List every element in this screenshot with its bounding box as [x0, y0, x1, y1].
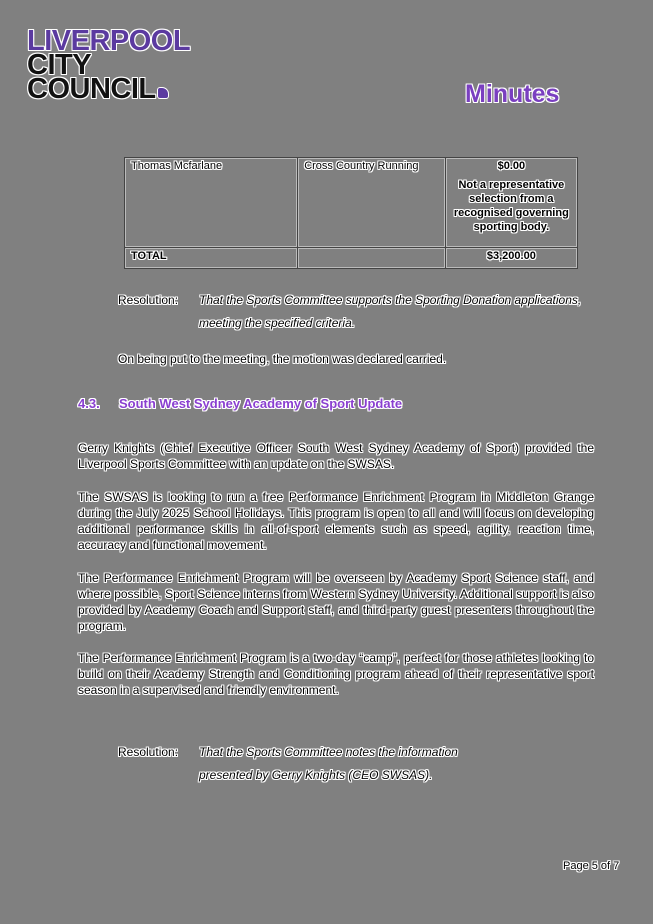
section-heading	[78, 396, 402, 411]
logo-line-council	[27, 73, 190, 105]
total-label-cell: TOTAL	[125, 248, 298, 269]
amount-note: Not a representative selection from a recognised governing sporting body.	[453, 179, 569, 233]
resolution-block-1	[118, 289, 588, 335]
table-total-row	[125, 248, 578, 269]
applicant-name-cell: Thomas Mcfarlane	[125, 158, 298, 248]
total-amount-cell: $3,200.00	[445, 248, 577, 269]
sporting-donation-table	[124, 157, 578, 269]
resolution-label: Resolution:	[118, 293, 179, 307]
section-number: 4.3.	[78, 396, 100, 411]
resolution-label: Resolution:	[118, 745, 179, 759]
amount-value: $0.00	[497, 160, 526, 172]
logo-line-liverpool: LIVERPOOL	[27, 25, 191, 57]
paragraph: The Performance Enrichment Program will be overseen by Academy Sport Science staff, and where possible, Sport Science interns from Western Sydney University. Additional support is also provided by Academy Coach and Support staff, and third-party guest presenters throughout the program.	[78, 571, 594, 633]
paragraph: Gerry Knights (Chief Executive Officer South West Sydney Academy of Sport) provided the Liverpool Sports Committee with an update on the SWSAS.	[78, 441, 594, 471]
table-row	[125, 158, 578, 248]
council-logo	[27, 25, 191, 105]
resolution-text: That the Sports Committee supports the Sporting Donation applications, meeting the specified criteria.	[199, 293, 582, 330]
paragraph: The Performance Enrichment Program is a two-day “camp”, perfect for those athletes looking to build on their Academy Strength and Conditioning program ahead of their representative sport season in a supervised and friendly environment.	[78, 651, 594, 697]
document-type-title: Minutes	[465, 80, 560, 108]
logo-mark-icon	[158, 88, 168, 98]
page-number: Page 5 of 7	[563, 860, 620, 872]
logo-council-text: COUNCIL	[27, 73, 156, 105]
total-empty-cell	[298, 248, 446, 269]
amount-cell	[445, 158, 577, 248]
resolution-block-2	[118, 741, 498, 787]
resolution-text: That the Sports Committee notes the information presented by Gerry Knights (CEO SWSAS).	[199, 745, 458, 782]
logo-line-city: CITY	[27, 49, 92, 81]
paragraph: The SWSAS is looking to run a free Performance Enrichment Program in Middleton Grange during the July 2025 School Holidays. This program is open to all and will focus on developing additional performance skills in all-of-sport elements such as speed, agility, reaction time, accuracy and functional movement.	[78, 490, 594, 552]
motion-outcome: On being put to the meeting, the motion was declared carried.	[118, 352, 447, 366]
section-title: South West Sydney Academy of Sport Update	[119, 396, 403, 411]
sport-cell: Cross Country Running	[298, 158, 446, 248]
